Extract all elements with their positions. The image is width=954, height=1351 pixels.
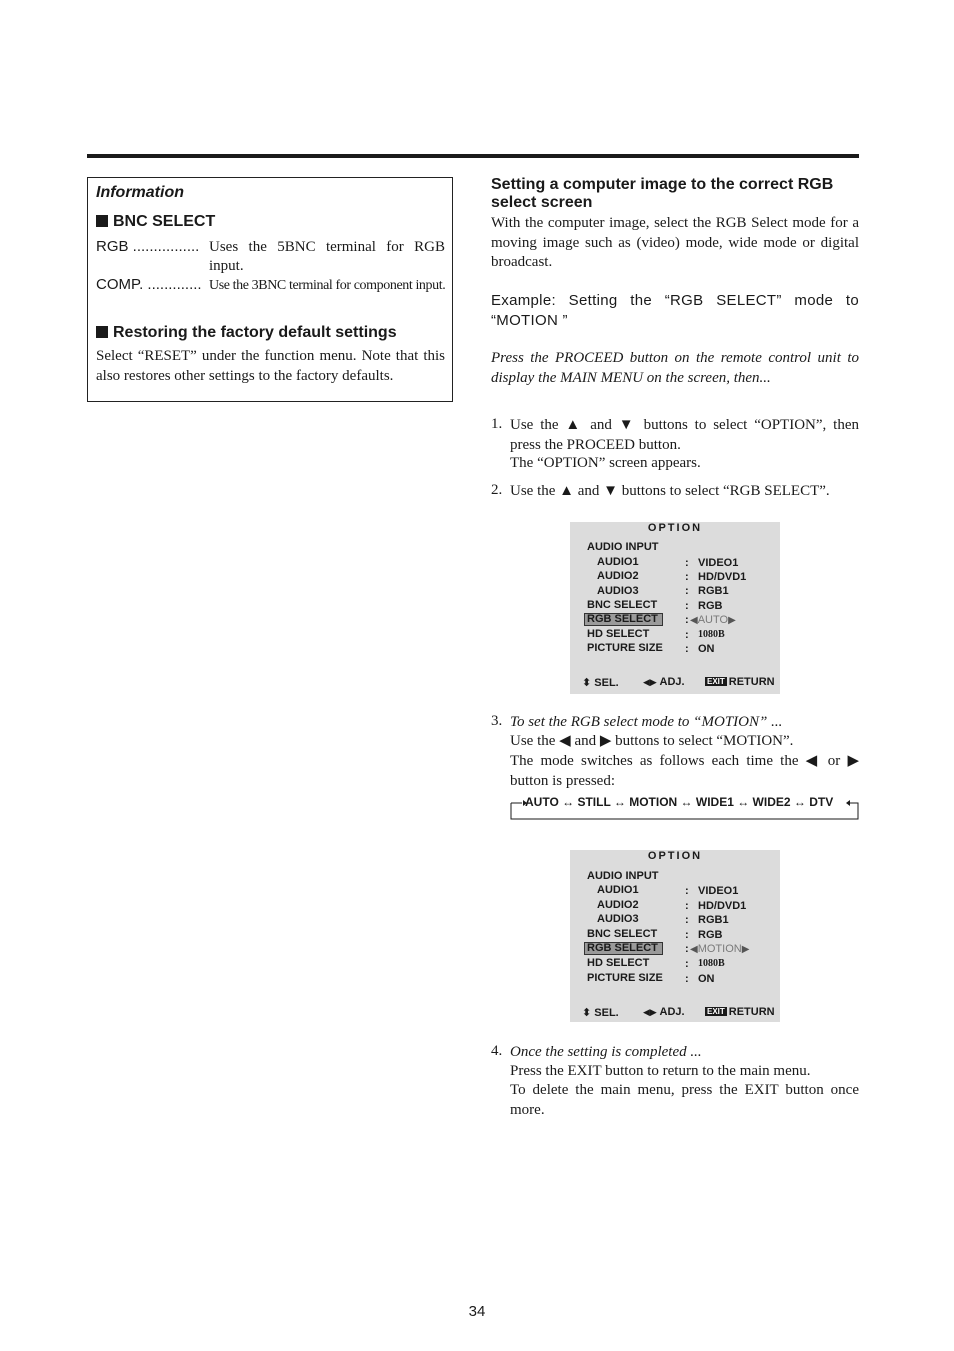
osd-colon: : [685, 885, 689, 897]
step-2-text: Use the ▲ and ▼ buttons to select “RGB SELECT”. [510, 483, 830, 499]
osd-row-value: ON [698, 643, 715, 655]
osd-sel-hint: ⬍ SEL. [582, 1007, 619, 1019]
osd-return-hint: EXIT RETURN [707, 1006, 775, 1018]
osd-row-value: RGB1 [698, 914, 729, 926]
osd-colon: : [685, 914, 689, 926]
up-down-icon: ⬍ [582, 1007, 592, 1019]
osd-colon: : [685, 643, 689, 655]
osd-row-label-selected: RGB SELECT [587, 942, 658, 954]
page-number: 34 [468, 1303, 486, 1320]
comp-description: Use the 3BNC terminal for component input. [209, 278, 446, 293]
step-1-result: The “OPTION” screen appears. [510, 455, 701, 471]
step-1-number: 1. [491, 416, 503, 432]
osd-adj-hint: ◀▶ ADJ. [643, 676, 685, 688]
arrow-right-icon: ▶ [741, 944, 750, 955]
step-4-detail: To delete the main menu, press the EXIT button once more. [510, 1082, 859, 1118]
osd-colon: : [685, 958, 689, 970]
square-bullet-icon [96, 215, 108, 227]
arrow-left-icon: ◀ [690, 615, 698, 626]
osd-audio-input: AUDIO INPUT [587, 870, 659, 882]
osd-colon: : [685, 943, 689, 955]
reset-text: Select “RESET” under the function menu. Note that this also restores other settings to the factory defaults. [96, 348, 445, 384]
osd-row-value: ON [698, 973, 715, 985]
osd-row-label: AUDIO3 [597, 913, 639, 925]
osd-row-label: PICTURE SIZE [587, 642, 663, 654]
step-3-number: 3. [491, 713, 503, 729]
section-heading: Setting a computer image to the correct RGB select screen [491, 176, 834, 211]
osd-row-value: HD/DVD1 [698, 571, 747, 583]
osd-selected-value: ◀AUTO▶ [690, 614, 736, 626]
osd-row-value: RGB [698, 600, 723, 612]
square-bullet-icon [96, 326, 108, 338]
osd-row-value: HD/DVD1 [698, 900, 747, 912]
osd-row-label: BNC SELECT [587, 599, 658, 611]
osd-row-label-selected: RGB SELECT [587, 613, 658, 625]
osd-title: OPTION [647, 522, 703, 534]
left-right-icon: ◀▶ [643, 1007, 657, 1017]
up-down-icon: ⬍ [582, 677, 592, 689]
osd-colon: : [685, 600, 689, 612]
osd-row-value: 1080B [698, 958, 725, 969]
osd-row-value: RGB1 [698, 585, 729, 597]
option-menu-motion [570, 850, 780, 1022]
osd-colon: : [685, 557, 689, 569]
mode-cycle-text: AUTO ↔ STILL ↔ MOTION ↔ WIDE1 ↔ WIDE2 ↔ DTV [525, 795, 834, 809]
arrow-left-icon: ◀ [690, 944, 698, 955]
bnc-select-heading: BNC SELECT [96, 213, 215, 231]
step-4-title: Once the setting is completed ... [510, 1044, 702, 1060]
osd-row-label: HD SELECT [587, 957, 650, 969]
osd-row-label: AUDIO1 [597, 884, 639, 896]
step-4-number: 4. [491, 1043, 503, 1059]
example-text: Example: Setting the “RGB SELECT” mode to “MOTION ” [491, 292, 859, 329]
osd-colon: : [685, 629, 689, 641]
comp-term: COMP. ............. [96, 276, 202, 293]
step-1-text: Use the ▲ and ▼ buttons to select “OPTION”, then press the PROCEED button. [510, 417, 859, 453]
exit-key-icon: EXIT [707, 1007, 725, 1016]
step-3-title: To set the RGB select mode to “MOTION” ... [510, 714, 783, 730]
osd-row-label: PICTURE SIZE [587, 972, 663, 984]
osd-row-label: AUDIO2 [597, 570, 639, 582]
osd-colon: : [685, 585, 689, 597]
osd-colon: : [685, 973, 689, 985]
osd-row-label: AUDIO1 [597, 556, 639, 568]
osd-return-hint: EXIT RETURN [707, 676, 775, 688]
intro-text: With the computer image, select the RGB Select mode for a moving image such as (video) mode, wide mode or digital broadcast. [491, 215, 859, 270]
osd-colon: : [685, 614, 689, 626]
osd-row-label: AUDIO3 [597, 585, 639, 597]
mode-cycle-diagram [510, 795, 859, 820]
osd-title: OPTION [647, 850, 703, 862]
press-instruction: Press the PROCEED button on the remote control unit to display the MAIN MENU on the screen, then... [491, 350, 859, 386]
osd-row-value: RGB [698, 929, 723, 941]
osd-row-value: 1080B [698, 629, 725, 640]
osd-row-value: VIDEO1 [698, 557, 739, 569]
rgb-term: RGB ................ [96, 238, 200, 255]
osd-colon: : [685, 900, 689, 912]
osd-row-value: VIDEO1 [698, 885, 739, 897]
step-4-text: Press the EXIT button to return to the main menu. [510, 1063, 811, 1079]
exit-key-icon: EXIT [707, 677, 725, 686]
osd-audio-input: AUDIO INPUT [587, 541, 659, 553]
osd-row-label: AUDIO2 [597, 899, 639, 911]
osd-adj-hint: ◀▶ ADJ. [643, 1006, 685, 1018]
arrow-right-icon: ▶ [728, 615, 736, 626]
step-3-detail: The mode switches as follows each time the ◀ or ▶ button is pressed: [510, 753, 859, 789]
information-title: Information [96, 184, 184, 201]
osd-colon: : [685, 571, 689, 583]
step-2-number: 2. [491, 482, 503, 498]
step-3-text: Use the ◀ and ▶ buttons to select “MOTION”. [510, 733, 794, 749]
left-right-icon: ◀▶ [643, 677, 657, 687]
option-menu-auto [570, 522, 780, 694]
osd-sel-hint: ⬍ SEL. [582, 677, 619, 689]
rgb-description: Uses the 5BNC terminal for RGB input. [209, 239, 445, 274]
osd-row-label: HD SELECT [587, 628, 650, 640]
reset-heading: Restoring the factory default settings [96, 324, 397, 342]
osd-colon: : [685, 929, 689, 941]
top-rule [87, 154, 859, 158]
osd-selected-value: ◀MOTION▶ [690, 943, 750, 955]
osd-row-label: BNC SELECT [587, 928, 658, 940]
